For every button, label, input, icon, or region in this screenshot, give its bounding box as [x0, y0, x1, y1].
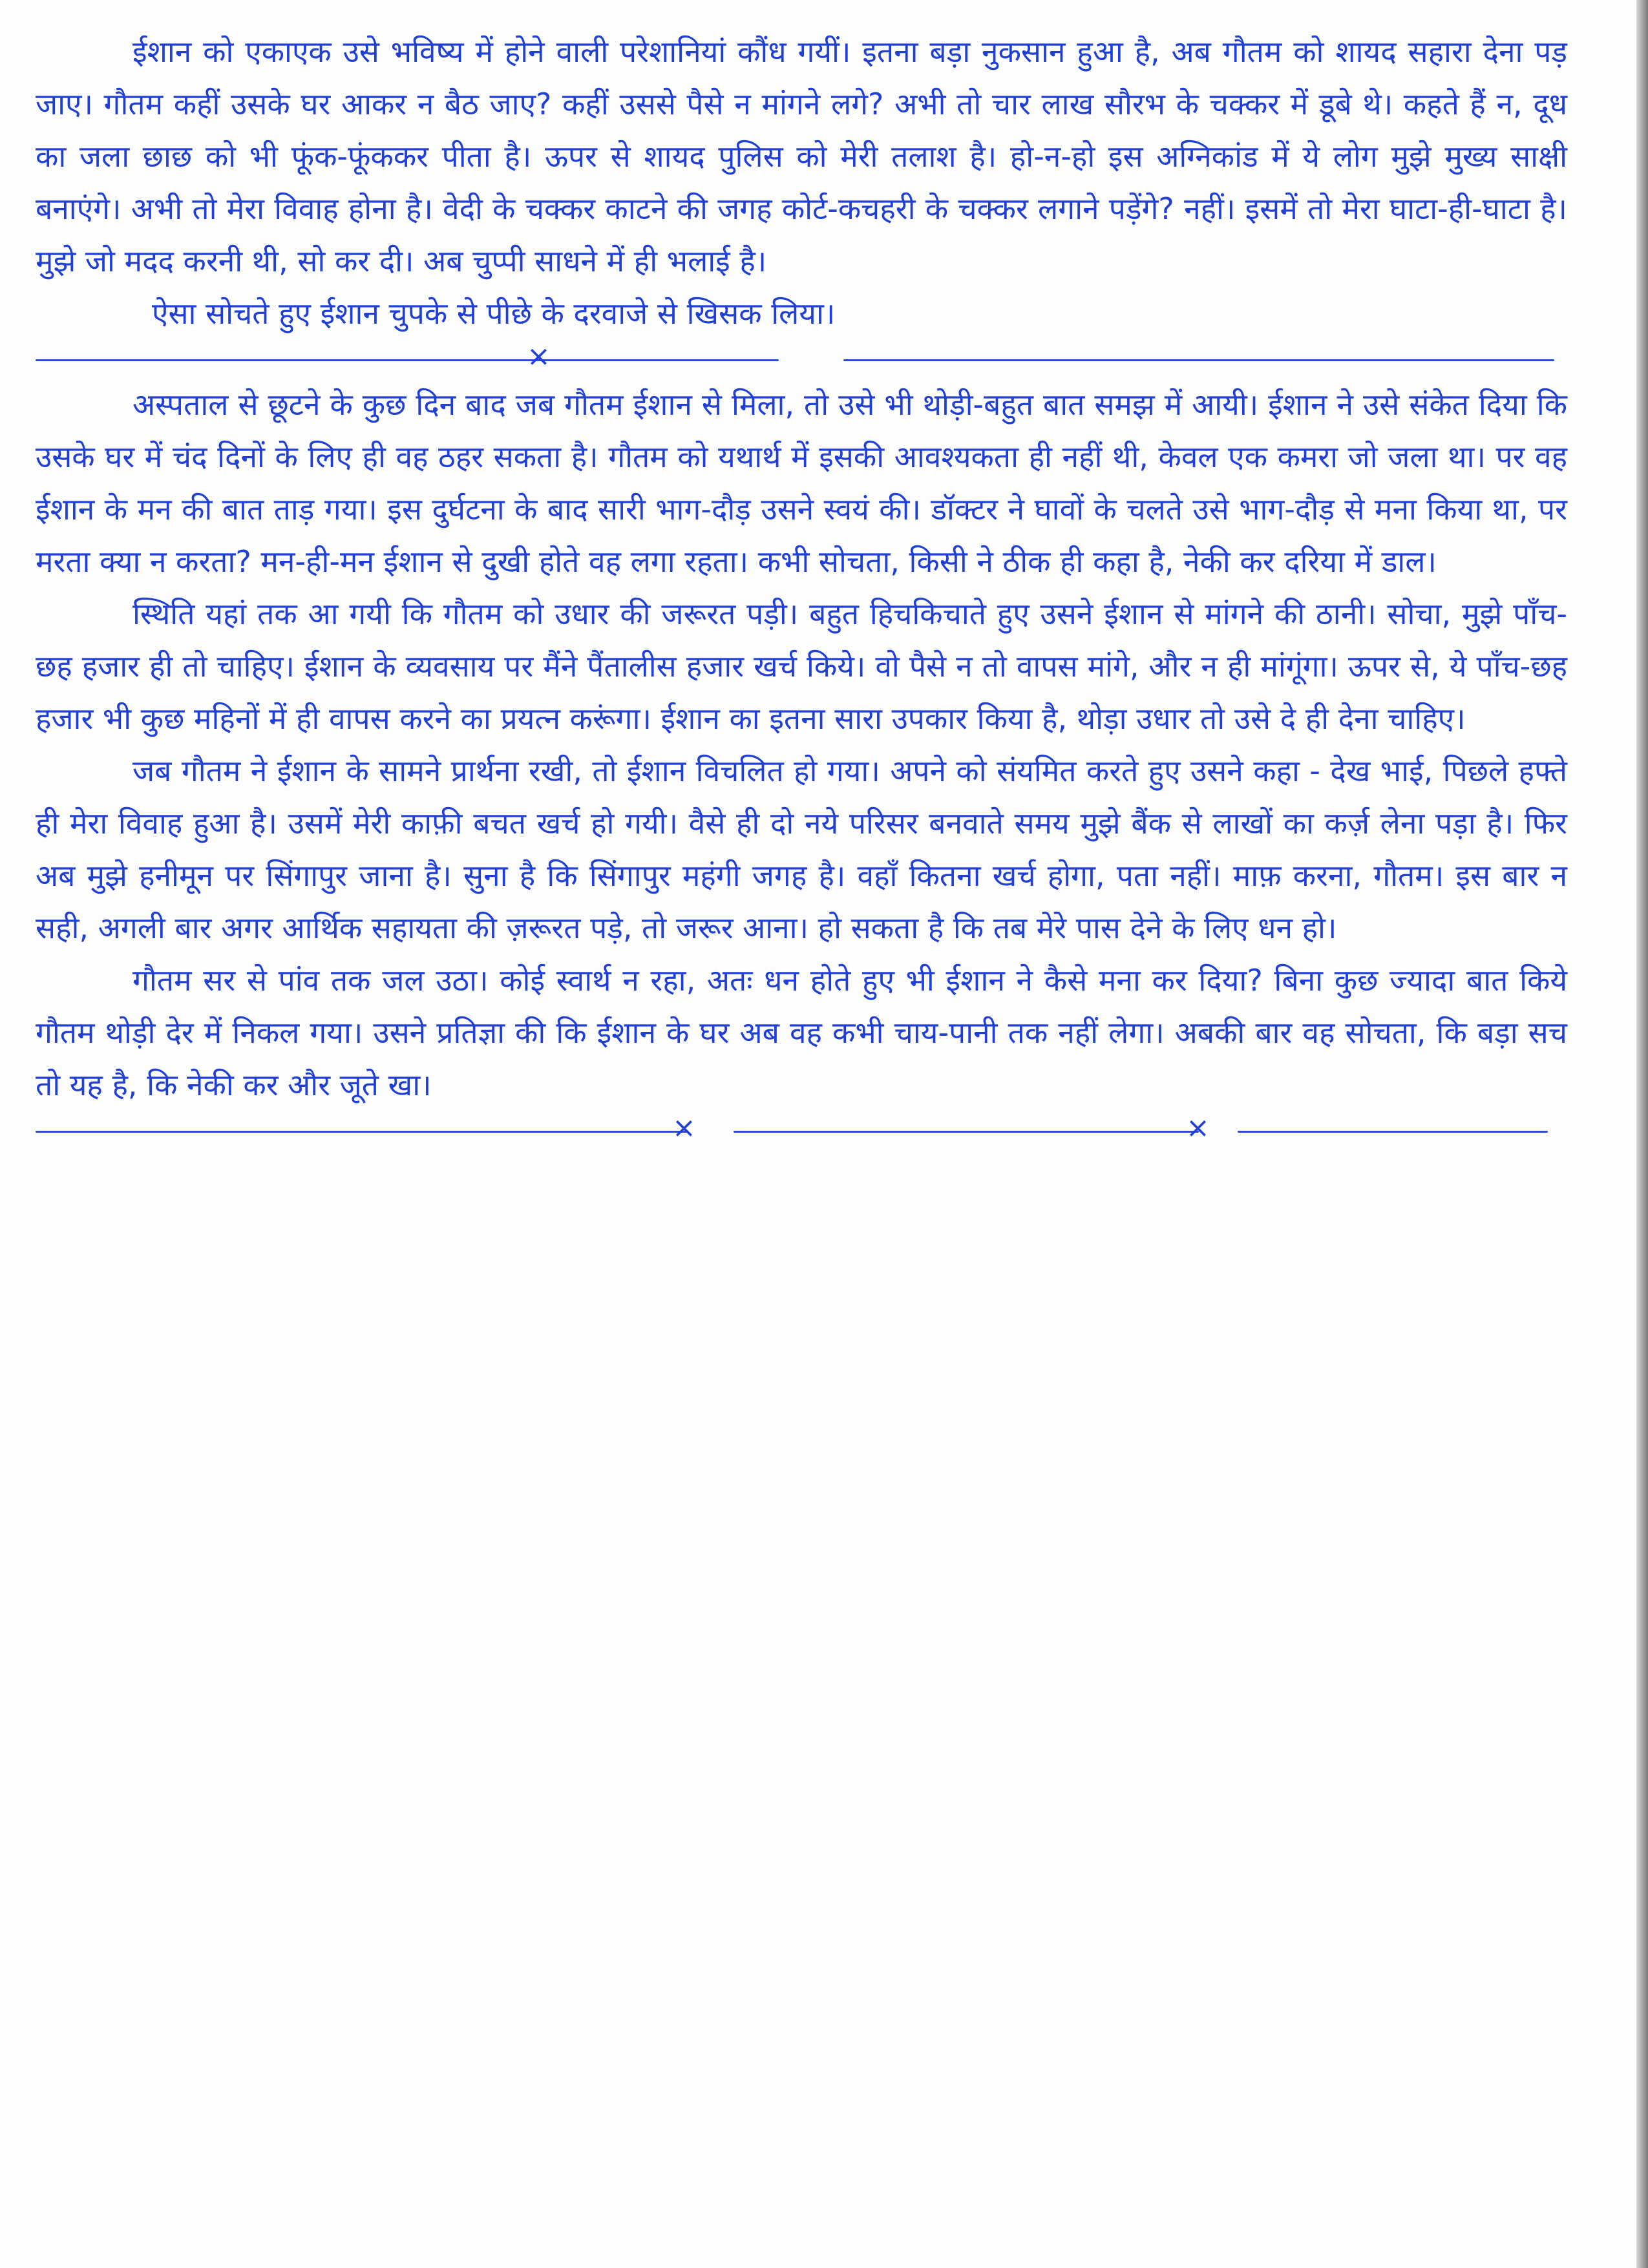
- paragraph-hospital-release: अस्पताल से छूटने के कुछ दिन बाद जब गौतम ईशान से मिला, तो उसे भी थोड़ी-बहुत बात समझ में आयी। ईशान ने उसे संकेत दिया कि उसके घर में चंद दिनों के लिए ही वह ठहर सकता है। गौतम को यथार्थ में इसकी आवश्यकता ही नहीं थी, केवल एक कमरा जो जला था। पर वह ईशान के मन की बात ताड़ गया। इस दुर्घटना के बाद सारी भाग-दौड़ उसने स्वयं की। डॉक्टर ने घावों के चलते उसे भाग-दौड़ से मना किया था, पर मरता क्या न करता? मन-ही-मन ईशान से दुखी होते वह लगा रहता। कभी सोचता, किसी ने ठीक ही कहा है, नेकी कर दरिया में डाल।: [36, 387, 1567, 579]
- paragraph-ishan-refuses: जब गौतम ने ईशान के सामने प्रार्थना रखी, तो ईशान विचलित हो गया। अपने को संयमित करते हुए उसने कहा - देख भाई, पिछले हफ्ते ही मेरा विवाह हुआ है। उसमें मेरी काफ़ी बचत खर्च हो गयी। वैसे ही दो नये परिसर बनवाते समय मुझे बैंक से लाखों का कर्ज़ लेना पड़ा है। फिर अब मुझे हनीमून पर सिंगापुर जाना है। सुना है कि सिंगापुर महंगी जगह है। वहाँ कितना खर्च होगा, पता नहीं। माफ़ करना, गौतम। इस बार न सही, अगली बार अगर आर्थिक सहायता की ज़रूरत पड़े, तो जरूर आना। हो सकता है कि तब मेरे पास देने के लिए धन हो।: [36, 753, 1567, 945]
- page-edge-shadow: [1636, 0, 1648, 2268]
- paragraph-ishan-worries: ईशान को एकाएक उसे भविष्य में होने वाली परेशानियां कौंध गयीं। इतना बड़ा नुकसान हुआ है, अब गौतम को शायद सहारा देना पड़ जाए। गौतम कहीं उसके घर आकर न बैठ जाए? कहीं उससे पैसे न मांगने लगे? अभी तो चार लाख सौरभ के चक्कर में डूबे थे। कहते हैं न, दूध का जला छाछ को भी फूंक-फूंककर पीता है। ऊपर से शायद पुलिस को मेरी तलाश है। हो-न-हो इस अग्निकांड में ये लोग मुझे मुख्य साक्षी बनाएंगे। अभी तो मेरा विवाह होना है। वेदी के चक्कर काटने की जगह कोर्ट-कचहरी के चक्कर लगाने पड़ेंगे? नहीं। इसमें तो मेरा घाटा-ही-घाटा है। मुझे जो मदद करनी थी, सो कर दी। अब चुप्पी साधने में ही भलाई है।: [36, 34, 1567, 278]
- separator-line-left: [36, 359, 779, 361]
- end-cross-mark-right: ×: [1186, 1111, 1210, 1144]
- paragraph-ishan-slips-away: ऐसा सोचते हुए ईशान चुपके से पीछे के दरवाजे से खिसक लिया।: [152, 296, 836, 331]
- end-line-right: [1238, 1131, 1548, 1133]
- section-separator: [36, 340, 1567, 379]
- separator-line-right: [843, 359, 1554, 361]
- end-separator: [36, 1111, 1567, 1150]
- page-content: [36, 26, 1567, 1150]
- paragraph-gautam-vow: गौतम सर से पांव तक जल उठा। कोई स्वार्थ न रहा, अतः धन होते हुए भी ईशान ने कैसे मना कर दिया? बिना कुछ ज्यादा बात किये गौतम थोड़ी देर में निकल गया। उसने प्रतिज्ञा की कि ईशान के घर अब वह कभी चाय-पानी तक नहीं लेगा। अबकी बार वह सोचता, कि बड़ा सच तो यह है, कि नेकी कर और जूते खा।: [36, 963, 1567, 1102]
- end-line-middle: [734, 1131, 1199, 1133]
- paragraph-loan-need: स्थिति यहां तक आ गयी कि गौतम को उधार की जरूरत पड़ी। बहुत हिचकिचाते हुए उसने ईशान से मांगने की ठानी। सोचा, मुझे पाँच-छह हजार ही तो चाहिए। ईशान के व्यवसाय पर मैंने पैंतालीस हजार खर्च किये। वो पैसे न तो वापस मांगे, और न ही मांगूंगा। ऊपर से, ये पाँच-छह हजार भी कुछ महिनों में ही वापस करने का प्रयत्न करूंगा। ईशान का इतना सारा उपकार किया है, थोड़ा उधार तो उसे दे ही देना चाहिए।: [36, 596, 1567, 736]
- end-line-left: [36, 1131, 688, 1133]
- separator-cross-mark: ×: [527, 340, 551, 373]
- end-cross-mark-left: ×: [672, 1111, 696, 1144]
